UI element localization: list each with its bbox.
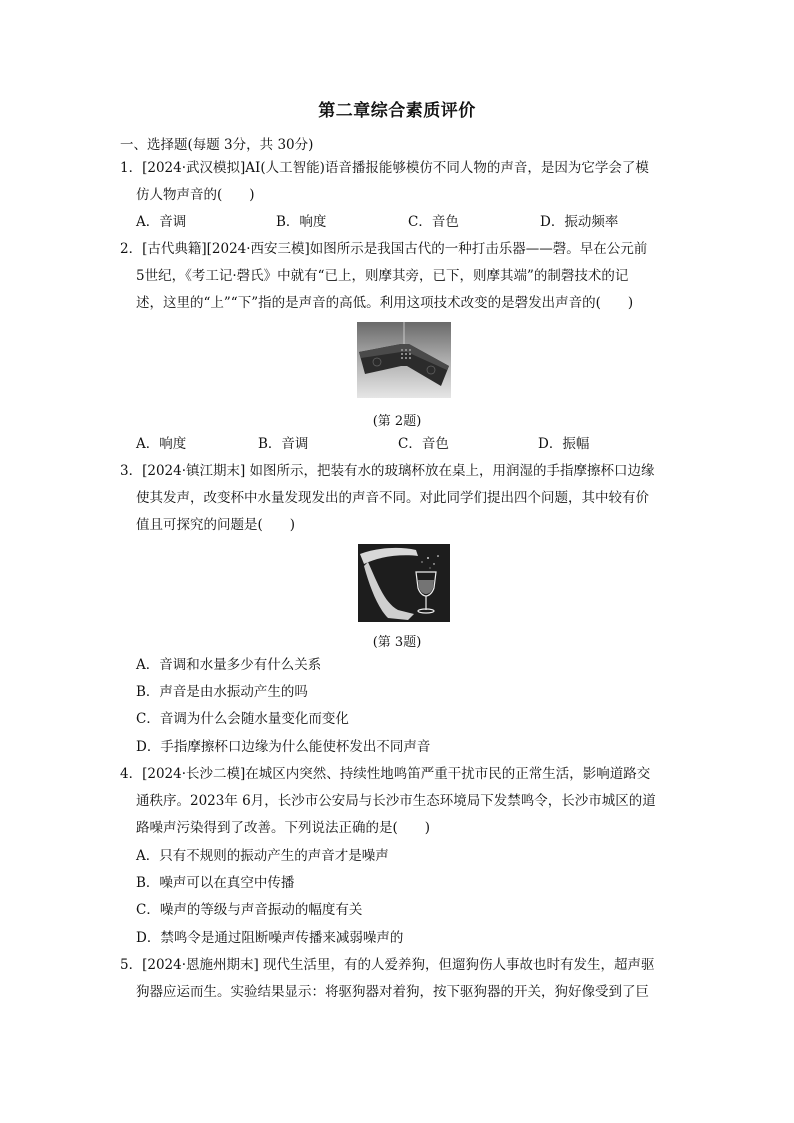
option-d[interactable]: D．振幅 [538, 436, 590, 452]
option-d[interactable]: D．振动频率 [540, 214, 619, 230]
option-a[interactable]: A．只有不规则的振动产生的声音才是噪声 [136, 848, 389, 864]
question-text: 5世纪，《考工记·磬氏》中就有“已上，则摩其旁，已下，则摩其端”的制磬技术的记 [136, 268, 629, 284]
question-text: 1．[2024·武汉模拟]AI(人工智能)语音播报能够模仿不同人物的声音，是因为它学会了模 [120, 160, 649, 176]
question-text: 通秩序。2023年 6月，长沙市公安局与长沙市生态环境局下发禁鸣令，长沙市城区的道 [136, 793, 656, 809]
question-2 [120, 236, 676, 317]
option-c[interactable]: C．音色 [398, 436, 449, 452]
option-a[interactable]: A．音调和水量多少有什么关系 [136, 657, 322, 673]
question-text: 述，这里的“上”“下”指的是声音的高低。利用这项技术改变的是磬发出声音的( ) [136, 295, 634, 311]
section-heading: 一、选择题(每题 3分，共 30分) [120, 137, 314, 153]
option-b[interactable]: B．噪声可以在真空中传播 [136, 875, 295, 891]
figure-2-caption: (第 2题) [372, 414, 422, 429]
option-b[interactable]: B．声音是由水振动产生的吗 [136, 684, 308, 700]
question-text: 值且可探究的问题是( ) [136, 517, 296, 533]
question-text: 2．[古代典籍][2024·西安三模]如图所示是我国古代的一种打击乐器——磬。早在公元前 [120, 241, 648, 257]
question-text: 3．[2024·镇江期末] 如图所示，把装有水的玻璃杯放在桌上，用润湿的手指摩擦杯口边缘 [120, 463, 655, 479]
option-a[interactable]: A．音调 [136, 214, 187, 230]
option-a[interactable]: A．响度 [136, 436, 187, 452]
question-1 [120, 155, 676, 209]
question-1-options [136, 209, 676, 236]
option-c[interactable]: C．音色 [408, 214, 459, 230]
option-c[interactable]: C．音调为什么会随水量变化而变化 [136, 711, 349, 727]
option-c[interactable]: C．噪声的等级与声音振动的幅度有关 [136, 902, 363, 918]
option-b[interactable]: B．音调 [258, 436, 309, 452]
question-text: 使其发声，改变杯中水量发现发出的声音不同。对此同学们提出四个问题，其中较有价 [136, 490, 649, 506]
page-title: 第二章综合素质评价 [318, 101, 476, 121]
question-2-options [136, 431, 676, 458]
question-text: 4．[2024·长沙二模]在城区内突然、持续性地鸣笛严重干扰市民的正常生活，影响道路交 [120, 766, 651, 782]
option-b[interactable]: B．响度 [276, 214, 327, 230]
option-d[interactable]: D．手指摩擦杯口边缘为什么能使杯发出不同声音 [136, 739, 431, 755]
glass-cup-image [358, 544, 450, 622]
question-text: 路噪声污染得到了改善。下列说法正确的是( ) [136, 820, 431, 836]
question-text: 5．[2024·恩施州期末] 现代生活里，有的人爱养狗，但遛狗伤人事故也时有发生，超声驱 [120, 957, 655, 973]
chime-stone-image [357, 322, 451, 398]
figure-3-caption: (第 3题) [372, 635, 422, 650]
question-3 [120, 458, 676, 539]
question-4 [120, 761, 676, 842]
question-text: 狗器应运而生。实验结果显示：将驱狗器对着狗，按下驱狗器的开关，狗好像受到了巨 [136, 984, 649, 1000]
option-d[interactable]: D．禁鸣令是通过阻断噪声传播来减弱噪声的 [136, 930, 404, 946]
question-5 [120, 952, 676, 1006]
question-text: 仿人物声音的( ) [136, 187, 255, 203]
